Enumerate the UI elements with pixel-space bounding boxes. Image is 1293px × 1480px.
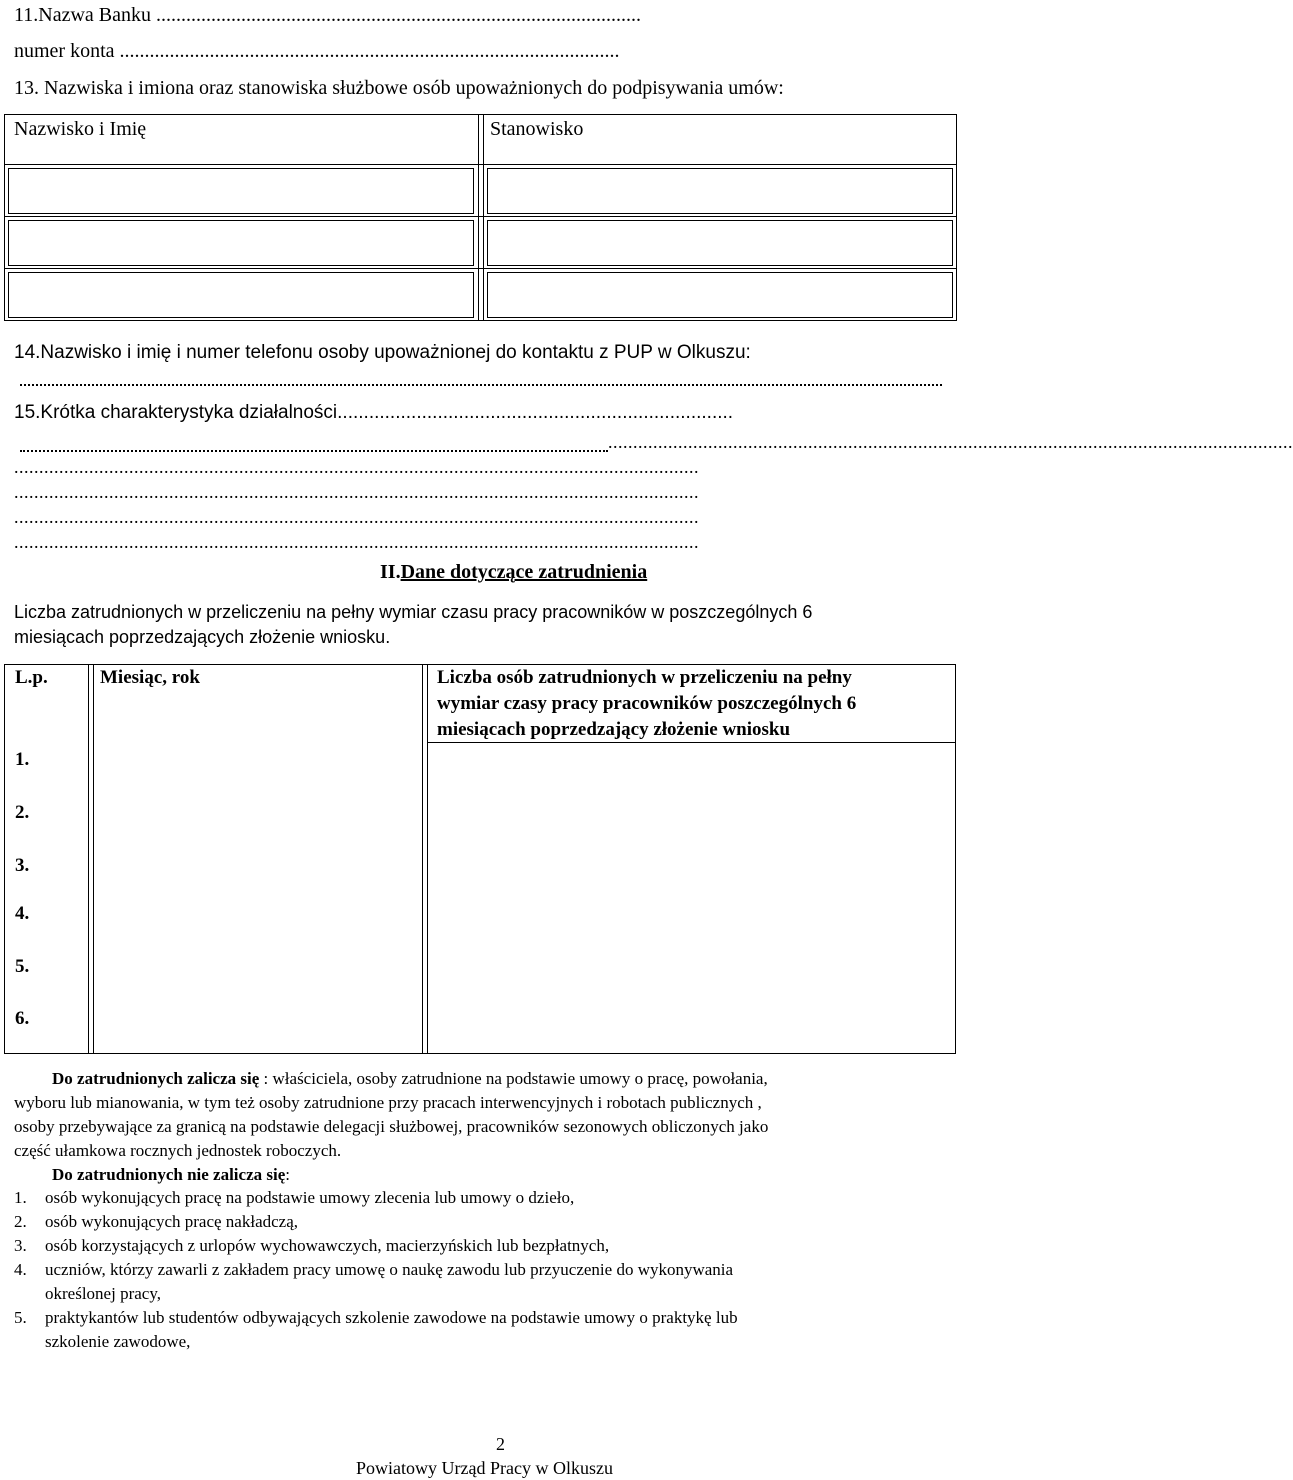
activity-description-line-4[interactable]: ......................................................................................................................................... [14, 507, 699, 527]
excluded-item-number: 2. [14, 1212, 27, 1231]
activity-description-line-1[interactable]: ......................................................................................................................................... [608, 432, 1293, 452]
included-paragraph-line1 [52, 1069, 768, 1089]
included-paragraph-line2: wyboru lub mianowania, w tym też osoby zatrudnione przy pracach interwencyjnych i robotach publicznych , [14, 1093, 762, 1112]
signatory-position-field-2[interactable] [487, 220, 953, 266]
included-paragraph-line3: osoby przebywające za granicą na podstawie delegacji służbowej, pracowników sezonowych obliczonych jako [14, 1117, 769, 1136]
item13-label: 13. Nazwiska i imiona oraz stanowiska służbowe osób upoważnionych do podpisywania umów: [14, 77, 784, 99]
month-input-area[interactable] [97, 744, 419, 1050]
section2-intro-line1: Liczba zatrudnionych w przeliczeniu na pełny wymiar czasu pracy pracowników w poszczególnych 6 [14, 602, 813, 622]
excluded-item-number: 4. [14, 1260, 27, 1279]
activity-description-line-3[interactable]: ......................................................................................................................................... [14, 482, 699, 502]
excluded-item-text: osób wykonujących pracę nakładczą, [45, 1212, 298, 1231]
signatory-name-field-2[interactable] [8, 220, 474, 266]
bank-name-line: 11.Nazwa Banku ................................................................................................. [14, 4, 641, 26]
col-name-header: Nazwisko i Imię [14, 118, 147, 140]
col-position-header: Stanowisko [490, 118, 584, 140]
excluded-item-number: 1. [14, 1188, 27, 1207]
item15-label: 15.Krótka charakterystyka działalności........................................................................... [14, 402, 734, 423]
included-paragraph-line4: część ułamkowa rocznych jednostek roboczych. [14, 1141, 342, 1160]
row-number: 1. [15, 749, 30, 770]
item14-label: 14.Nazwisko i imię i numer telefonu osoby upoważnionej do kontaktu z PUP w Olkuszu: [14, 342, 751, 363]
col-count-header-line1: Liczba osób zatrudnionych w przeliczeniu na pełny [437, 667, 852, 688]
count-input-area[interactable] [431, 746, 951, 1050]
included-heading: Do zatrudnionych zalicza się [52, 1069, 260, 1088]
row-number: 2. [15, 802, 30, 823]
signatory-name-field-3[interactable] [8, 272, 474, 318]
excluded-item-text: uczniów, którzy zawarli z zakładem pracy umowę o naukę zawodu lub przyuczenie do wykonywania [45, 1260, 734, 1279]
section2-numeral: II. [380, 561, 401, 583]
section2-heading [380, 561, 647, 584]
excluded-item-text-cont: szkolenie zawodowe, [45, 1332, 191, 1351]
col-count-header-line2: wymiar czasy pracy pracowników poszczególnych 6 [437, 693, 857, 714]
row-number: 5. [15, 956, 30, 977]
col-lp-header: L.p. [15, 667, 48, 688]
excluded-item-text: osób korzystających z urlopów wychowawczych, macierzyńskich lub bezpłatnych, [45, 1236, 610, 1255]
excluded-item-text-cont: określonej pracy, [45, 1284, 161, 1303]
section2-intro-line2: miesiącach poprzedzających złożenie wniosku. [14, 627, 391, 647]
col-month-header: Miesiąc, rok [100, 667, 200, 688]
row-number: 4. [15, 903, 30, 924]
signatory-name-field-1[interactable] [8, 168, 474, 214]
activity-description-line-5[interactable]: ......................................................................................................................................... [14, 532, 699, 552]
included-text: : właściciela, osoby zatrudnione na podstawie umowy o pracę, powołania, [259, 1069, 768, 1088]
excluded-item-number: 3. [14, 1236, 27, 1255]
excluded-item-number: 5. [14, 1308, 27, 1327]
signatory-position-field-3[interactable] [487, 272, 953, 318]
excluded-heading: Do zatrudnionych nie zalicza się [52, 1165, 286, 1184]
signatory-position-field-1[interactable] [487, 168, 953, 214]
contact-person-field[interactable] [20, 384, 942, 386]
excluded-heading-line [52, 1165, 290, 1185]
account-number-line: numer konta .................................................................................................... [14, 40, 620, 62]
row-number: 6. [15, 1008, 30, 1029]
footer-office: Powiatowy Urząd Pracy w Olkuszu [356, 1458, 613, 1478]
excluded-item-text: osób wykonujących pracę na podstawie umowy zlecenia lub umowy o dzieło, [45, 1188, 575, 1207]
activity-description-dotted [20, 450, 608, 452]
page-number: 2 [496, 1434, 505, 1454]
excluded-item-text: praktykantów lub studentów odbywających szkolenie zawodowe na podstawie umowy o praktykę lub [45, 1308, 738, 1327]
col-count-header-line3: miesiącach poprzedzający złożenie wniosku [437, 719, 791, 740]
section2-title: Dane dotyczące zatrudnienia [400, 561, 648, 583]
excluded-colon: : [285, 1165, 290, 1184]
row-number: 3. [15, 855, 30, 876]
activity-description-line-2[interactable]: ......................................................................................................................................... [14, 457, 699, 477]
